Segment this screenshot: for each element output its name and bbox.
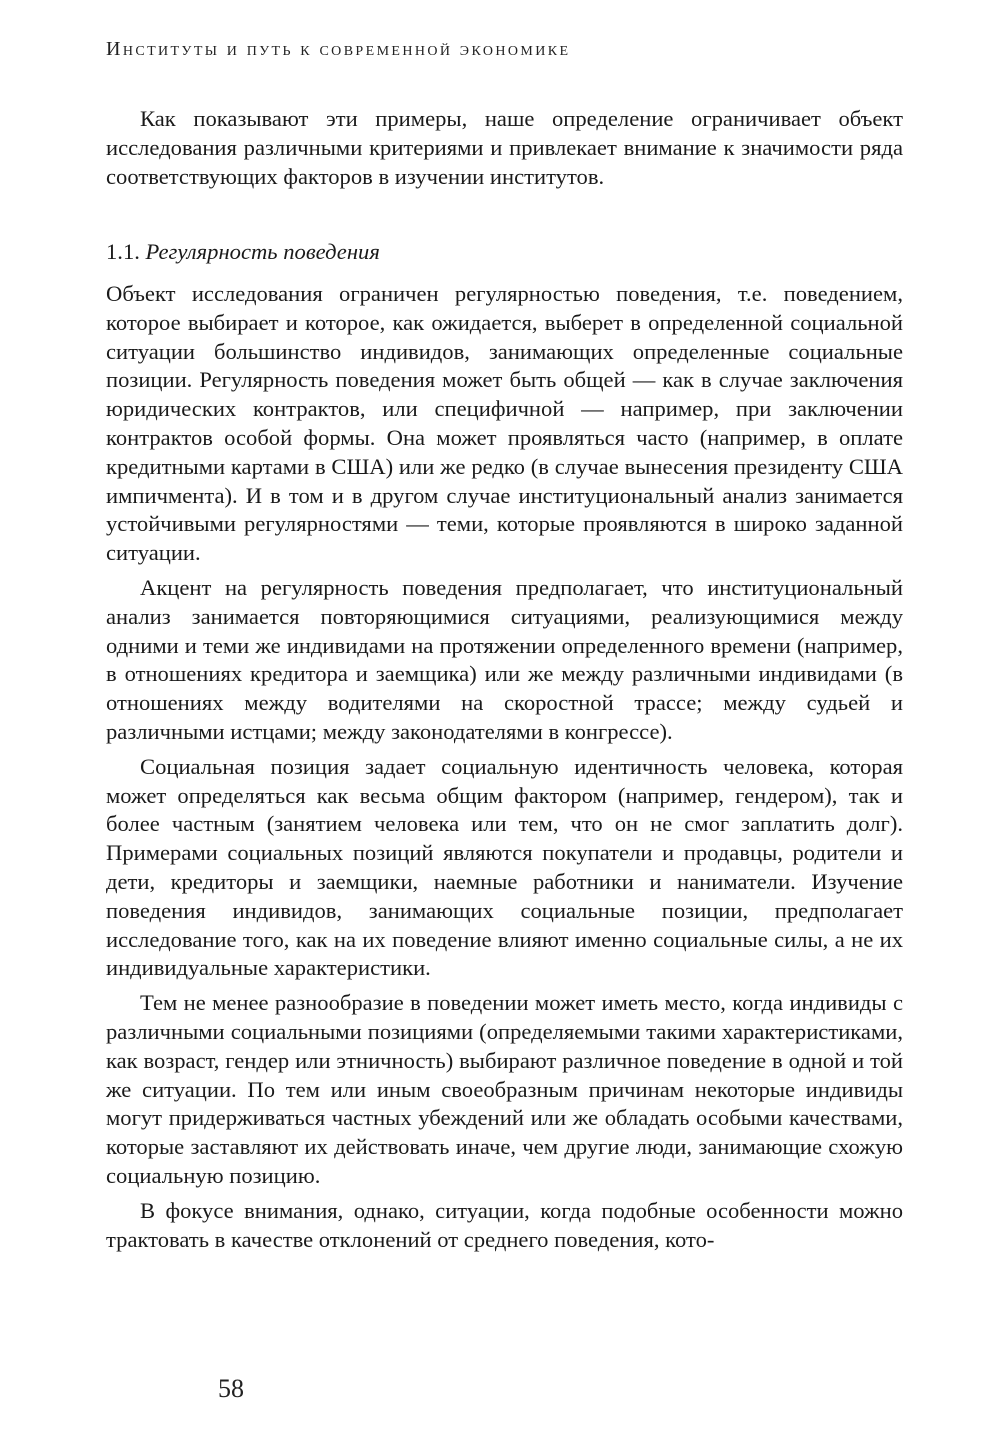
paragraph-3: Социальная позиция задает социальную идентичность человека, которая может определяться как весьма общим фактором (например, гендером), так и более частным (занятием человека или тем, что он не смог заплатить долг). Примерами социальных позиций являются покупатели и продавцы, родители и дети, кредиторы и заемщики, наемные работники и наниматели. Изучение поведения индивидов, занимающих социальные позиции, предполагает исследование того, как на их поведение влияют именно социальные силы, а не их индивидуальные характеристики. — [106, 753, 903, 981]
page-number: 58 — [218, 1374, 244, 1403]
running-head: Институты и путь к современной экономике — [106, 38, 571, 60]
section-body — [106, 280, 903, 1254]
paragraph-5: В фокусе внимания, однако, ситуации, когда подобные особенности можно трактовать в качестве отклонений от среднего поведения, кото- — [106, 1197, 903, 1252]
paragraph-4: Тем не менее разнообразие в поведении может иметь место, когда индивиды с различными социальными позициями (определяемыми такими характеристиками, как возраст, гендер или этничность) выбирают различное поведение в одной и той же ситуации. По тем или иным своеобразным причинам некоторые индивиды могут придерживаться частных убеждений или же обладать особыми качествами, которые заставляют их действовать иначе, чем другие люди, занимающие схожую социальную позицию. — [106, 990, 903, 1188]
section-heading — [106, 238, 380, 267]
intro-block — [106, 105, 903, 191]
section-title: Регулярность поведения — [145, 239, 380, 264]
paragraph-2: Акцент на регулярность поведения предполагает, что институциональный анализ занимается повторяющимися ситуациями, реализующимися между одними и теми же индивидами на протяжении определенного времени (например, в отношениях кредитора и заемщика) или же между различными индивидами (в отношениях между водителями на скоростной трассе; между судьей и различными истцами; между законодателями в конгрессе). — [106, 574, 903, 744]
intro-paragraph: Как показывают эти примеры, наше определение ограничивает объект исследования различными критериями и привлекает внимание к значимости ряда соответствующих факторов в изучении институтов. — [106, 106, 903, 189]
paragraph-1: Объект исследования ограничен регулярностью поведения, т.е. поведением, которое выбирает и которое, как ожидается, выберет в определенной социальной ситуации большинство индивидов, занимающих определенные социальные позиции. Регулярность поведения может быть общей — как в случае заключения юридических контрактов, или специфичной — например, при заключении контрактов особой формы. Она может проявляться часто (например, в оплате кредитными картами в США) или же редко (в случае вынесения президенту США импичмента). И в том и в другом случае институциональный анализ занимается устойчивыми регулярностями — теми, которые проявляются в широко заданной ситуации. — [106, 281, 903, 566]
section-number: 1.1. — [106, 239, 140, 264]
